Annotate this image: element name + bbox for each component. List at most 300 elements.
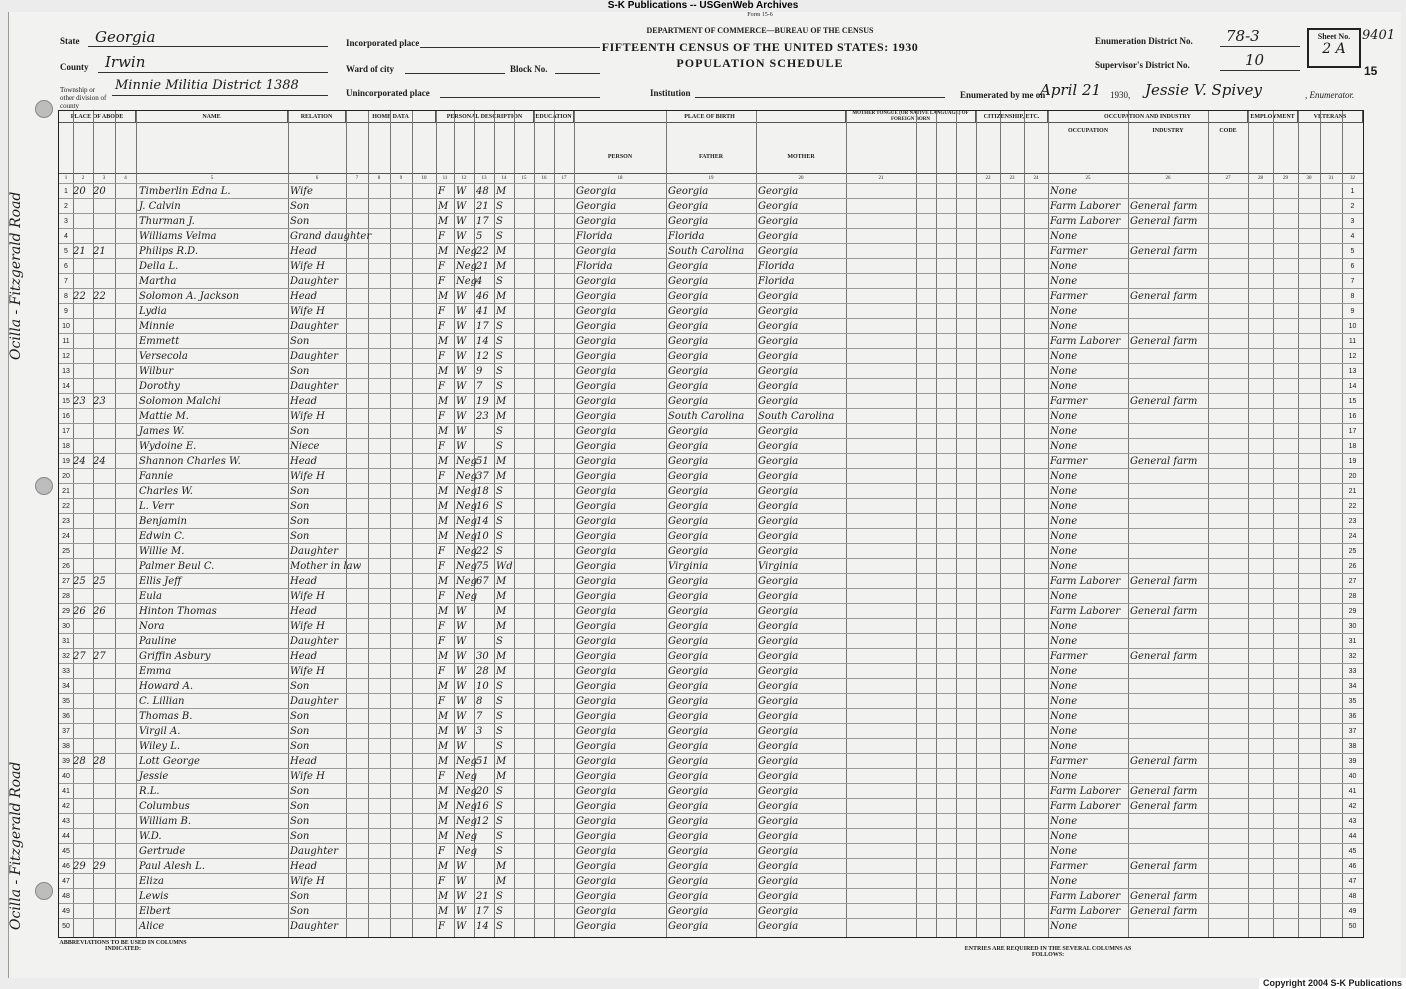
cell-pob: Georgia: [576, 366, 617, 377]
row-number: 42: [62, 803, 70, 810]
cell-name: Emma: [139, 666, 172, 677]
cell-pm: Georgia: [758, 846, 799, 857]
cell-pob: Florida: [576, 231, 613, 242]
cell-pm: Florida: [758, 261, 795, 272]
cell-name: Palmer Beul C.: [139, 561, 215, 572]
county-value: Irwin: [105, 53, 146, 71]
sheet-stamp: 15: [1364, 64, 1378, 78]
cell-dw: [73, 634, 93, 649]
cell-ms: S: [496, 426, 503, 437]
cell-age: 14: [476, 516, 489, 527]
cell-pm: Georgia: [758, 891, 799, 902]
cell-pob: Georgia: [576, 351, 617, 362]
cell-sex: M: [438, 741, 449, 752]
cell-age: 10: [476, 531, 489, 542]
cell-dw: [73, 784, 93, 799]
cell-race: Neg: [456, 846, 478, 857]
cell-age: 14: [476, 336, 489, 347]
cell-race: W: [456, 366, 467, 377]
cell-dw: [73, 829, 93, 844]
cell-pob: Georgia: [576, 636, 617, 647]
row-number: 1: [64, 188, 68, 195]
row-number-right: 3: [1350, 218, 1355, 225]
cell-fam: [93, 364, 115, 379]
cell-race: W: [456, 711, 467, 722]
cell-dw: [73, 514, 93, 529]
cell-pob: Georgia: [576, 681, 617, 692]
cell-race: Neg: [456, 576, 478, 587]
cell-pob: Georgia: [576, 786, 617, 797]
cell-ms: S: [496, 711, 503, 722]
cell-ms: M: [496, 861, 507, 872]
cell-pm: Georgia: [758, 741, 799, 752]
cell-sex: M: [438, 651, 449, 662]
supervisor-district-label: Supervisor's District No.: [1095, 60, 1190, 70]
cell-age: 37: [476, 471, 489, 482]
cell-dw: [73, 199, 93, 214]
cell-name: Mattie M.: [139, 411, 189, 422]
cell-age: [476, 424, 494, 439]
cell-rel: Daughter: [290, 921, 338, 932]
cell-pm: Georgia: [758, 426, 799, 437]
cell-race: W: [456, 651, 467, 662]
row-number: 40: [62, 773, 70, 780]
cell-ind: [1130, 769, 1208, 784]
cell-sex: F: [438, 921, 445, 932]
cell-name: Griffin Asbury: [139, 651, 211, 662]
row-number: 16: [62, 413, 70, 420]
row-number: 45: [62, 848, 70, 855]
cell-pf: South Carolina: [668, 246, 745, 257]
cell-ind: General farm: [1130, 396, 1198, 407]
cell-dw: [73, 619, 93, 634]
cell-fam: [93, 844, 115, 859]
row-number: 15: [62, 398, 70, 405]
cell-ms: S: [496, 381, 503, 392]
cell-pob: Georgia: [576, 381, 617, 392]
cell-occ: None: [1050, 516, 1078, 527]
cell-ms: S: [496, 741, 503, 752]
cell-ind: [1130, 364, 1208, 379]
cell-name: Emmett: [139, 336, 180, 347]
cell-race: W: [456, 636, 467, 647]
table-row: [59, 888, 1363, 903]
row-number-right: 16: [1348, 413, 1357, 420]
cell-ms: S: [496, 231, 503, 242]
cell-age: 14: [476, 921, 489, 932]
row-number-right: 48: [1348, 893, 1357, 900]
cell-fam: [93, 514, 115, 529]
cell-name: Eula: [139, 591, 162, 602]
cell-sex: M: [438, 216, 449, 227]
table-row: [59, 573, 1363, 588]
cell-pm: Georgia: [758, 516, 799, 527]
colhead-industry: INDUSTRY: [1152, 128, 1184, 134]
cell-pm: Georgia: [758, 306, 799, 317]
table-row: [59, 318, 1363, 333]
cell-occ: None: [1050, 411, 1078, 422]
cell-age: 28: [476, 666, 489, 677]
cell-dw: [73, 529, 93, 544]
cell-name: Solomon A. Jackson: [139, 291, 240, 302]
cell-occ: None: [1050, 186, 1078, 197]
cell-pob: Georgia: [576, 516, 617, 527]
cell-pob: Georgia: [576, 831, 617, 842]
cell-fam: [93, 259, 115, 274]
cell-occ: None: [1050, 426, 1078, 437]
cell-pob: Georgia: [576, 531, 617, 542]
cell-age: 51: [476, 756, 489, 767]
cell-ind: [1130, 349, 1208, 364]
cell-name: Jessie: [139, 771, 169, 782]
cell-occ: None: [1050, 921, 1078, 932]
row-number: 26: [62, 563, 70, 570]
table-row: [59, 363, 1363, 378]
cell-pm: Georgia: [758, 186, 799, 197]
cell-sex: M: [438, 816, 449, 827]
cell-fam: 27: [93, 651, 106, 662]
cell-pob: Georgia: [576, 576, 617, 587]
cell-pob: Georgia: [576, 921, 617, 932]
cell-dw: [73, 814, 93, 829]
row-number-right: 47: [1348, 878, 1357, 885]
cell-ms: M: [496, 306, 507, 317]
cell-name: Solomon Malchi: [139, 396, 221, 407]
cell-rel: Son: [290, 891, 310, 902]
cell-dw: 28: [73, 756, 86, 767]
cell-rel: Wife H: [290, 411, 325, 422]
cell-ind: [1130, 259, 1208, 274]
cell-rel: Head: [290, 456, 318, 467]
cell-rel: Daughter: [290, 321, 338, 332]
cell-rel: Son: [290, 681, 310, 692]
cell-ind: General farm: [1130, 786, 1198, 797]
table-row: [59, 648, 1363, 663]
cell-ms: S: [496, 546, 503, 557]
cell-ms: S: [496, 216, 503, 227]
abbreviations-heading: ABBREVIATIONS TO BE USED IN COLUMNS INDICATED:: [59, 940, 187, 952]
cell-fam: [93, 424, 115, 439]
row-number-right: 9: [1350, 308, 1355, 315]
cell-pf: Georgia: [668, 261, 709, 272]
row-number: 47: [62, 878, 70, 885]
cell-race: W: [456, 906, 467, 917]
enumeration-district-label: Enumeration District No.: [1095, 36, 1193, 46]
cell-age: 21: [476, 261, 489, 272]
cell-ind: General farm: [1130, 906, 1198, 917]
cell-ind: General farm: [1130, 606, 1198, 617]
cell-name: Versecola: [139, 351, 188, 362]
cell-fam: [93, 634, 115, 649]
cell-name: William B.: [139, 816, 192, 827]
table-row: [59, 588, 1363, 603]
cell-sex: M: [438, 246, 449, 257]
row-number: 43: [62, 818, 70, 825]
group-occupation-industry: OCCUPATION AND INDUSTRY: [1048, 111, 1248, 123]
cell-ms: S: [496, 321, 503, 332]
cell-name: Thomas B.: [139, 711, 193, 722]
table-row: [59, 813, 1363, 828]
row-number-right: 36: [1348, 713, 1357, 720]
cell-pm: Georgia: [758, 906, 799, 917]
cell-pob: Georgia: [576, 906, 617, 917]
cell-age: 21: [476, 201, 489, 212]
cell-fam: 28: [93, 756, 106, 767]
cell-name: Martha: [139, 276, 177, 287]
cell-race: W: [456, 741, 467, 752]
cell-pm: Georgia: [758, 396, 799, 407]
cell-pob: Georgia: [576, 486, 617, 497]
cell-ms: M: [496, 186, 507, 197]
cell-pf: Georgia: [668, 306, 709, 317]
cell-age: 41: [476, 306, 489, 317]
cell-ms: M: [496, 771, 507, 782]
cell-rel: Head: [290, 246, 318, 257]
cell-occ: None: [1050, 546, 1078, 557]
cell-fam: 24: [93, 456, 106, 467]
cell-age: 8: [476, 696, 483, 707]
cell-dw: 20: [73, 186, 86, 197]
cell-race: W: [456, 426, 467, 437]
cell-race: Neg: [456, 486, 478, 497]
incorporated-label: Incorporated place: [346, 38, 420, 48]
cell-pob: Georgia: [576, 876, 617, 887]
cell-rel: Head: [290, 396, 318, 407]
row-number-right: 24: [1348, 533, 1357, 540]
cell-fam: 25: [93, 576, 106, 587]
cell-pf: Georgia: [668, 636, 709, 647]
row-number: 32: [62, 653, 70, 660]
cell-age: 3: [476, 726, 483, 737]
cell-dw: [73, 904, 93, 919]
cell-pf: Georgia: [668, 531, 709, 542]
cell-pm: Georgia: [758, 201, 799, 212]
cell-dw: [73, 889, 93, 904]
row-number: 34: [62, 683, 70, 690]
cell-occ: Farm Laborer: [1050, 906, 1121, 917]
cell-ms: M: [496, 456, 507, 467]
cell-sex: F: [438, 441, 445, 452]
cell-name: Pauline: [139, 636, 177, 647]
cell-race: W: [456, 921, 467, 932]
enumeration-district-value: 78-3: [1226, 27, 1260, 45]
cell-ms: S: [496, 501, 503, 512]
table-row: [59, 723, 1363, 738]
row-number-right: 33: [1348, 668, 1357, 675]
table-row: [59, 768, 1363, 783]
cell-occ: Farmer: [1050, 861, 1088, 872]
cell-ind: [1130, 484, 1208, 499]
cell-occ: None: [1050, 306, 1078, 317]
cell-ind: General farm: [1130, 201, 1198, 212]
cell-rel: Daughter: [290, 351, 338, 362]
row-number: 27: [62, 578, 70, 585]
cell-sex: F: [438, 636, 445, 647]
group-relation: RELATION: [288, 111, 346, 123]
cell-sex: M: [438, 681, 449, 692]
state-label: State: [60, 36, 80, 46]
cell-sex: M: [438, 756, 449, 767]
cell-pm: Georgia: [758, 471, 799, 482]
cell-pm: Georgia: [758, 486, 799, 497]
township-label: Township or other division of county: [60, 86, 107, 110]
cell-fam: [93, 214, 115, 229]
cell-pm: Georgia: [758, 696, 799, 707]
cell-pm: Georgia: [758, 606, 799, 617]
cell-dw: [73, 259, 93, 274]
row-number-right: 29: [1348, 608, 1357, 615]
binder-hole: [35, 477, 53, 495]
cell-name: L. Verr: [139, 501, 174, 512]
cell-pm: Georgia: [758, 291, 799, 302]
table-row: [59, 258, 1363, 273]
row-number-right: 37: [1348, 728, 1357, 735]
table-row: [59, 903, 1363, 918]
table-row: [59, 678, 1363, 693]
cell-fam: [93, 439, 115, 454]
table-row: [59, 393, 1363, 408]
cell-sex: F: [438, 591, 445, 602]
cell-dw: [73, 724, 93, 739]
cell-race: Neg: [456, 831, 478, 842]
cell-race: Neg: [456, 516, 478, 527]
cell-ms: S: [496, 351, 503, 362]
cell-fam: [93, 829, 115, 844]
table-row: [59, 693, 1363, 708]
row-number: 38: [62, 743, 70, 750]
table-row: [59, 633, 1363, 648]
cell-ind: [1130, 424, 1208, 439]
cell-sex: F: [438, 231, 445, 242]
cell-race: W: [456, 336, 467, 347]
cell-dw: [73, 739, 93, 754]
cell-name: Thurman J.: [139, 216, 195, 227]
cell-ms: M: [496, 666, 507, 677]
cell-pob: Georgia: [576, 771, 617, 782]
cell-name: Nora: [139, 621, 165, 632]
row-number: 41: [62, 788, 70, 795]
cell-ms: S: [496, 366, 503, 377]
cell-ind: General farm: [1130, 576, 1198, 587]
cell-ms: S: [496, 486, 503, 497]
cell-age: [476, 829, 494, 844]
row-number: 28: [62, 593, 70, 600]
cell-fam: [93, 799, 115, 814]
cell-name: Philips R.D.: [139, 246, 199, 257]
table-row: [59, 303, 1363, 318]
cell-name: Wilbur: [139, 366, 174, 377]
cell-age: [476, 619, 494, 634]
cell-name: Timberlin Edna L.: [139, 186, 231, 197]
cell-fam: [93, 544, 115, 559]
cell-race: W: [456, 291, 467, 302]
cell-pm: Georgia: [758, 816, 799, 827]
cell-occ: None: [1050, 816, 1078, 827]
row-number: 22: [62, 503, 70, 510]
cell-rel: Son: [290, 426, 310, 437]
cell-race: W: [456, 876, 467, 887]
row-number-right: 34: [1348, 683, 1357, 690]
cell-fam: [93, 589, 115, 604]
cell-sex: M: [438, 606, 449, 617]
cell-pf: Georgia: [668, 276, 709, 287]
cell-dw: [73, 499, 93, 514]
cell-sex: F: [438, 666, 445, 677]
cell-dw: [73, 364, 93, 379]
cell-ind: [1130, 679, 1208, 694]
cell-sex: M: [438, 711, 449, 722]
group-home-data: HOME DATA: [346, 111, 436, 123]
cell-age: [476, 739, 494, 754]
cell-pf: Georgia: [668, 366, 709, 377]
table-row: [59, 528, 1363, 543]
cell-ind: [1130, 469, 1208, 484]
unincorporated-label: Unincorporated place: [346, 88, 430, 98]
cell-ms: S: [496, 891, 503, 902]
cell-occ: None: [1050, 681, 1078, 692]
cell-race: Neg: [456, 801, 478, 812]
row-number: 23: [62, 518, 70, 525]
cell-rel: Son: [290, 726, 310, 737]
cell-ind: General farm: [1130, 651, 1198, 662]
cell-occ: Farm Laborer: [1050, 576, 1121, 587]
cell-pob: Georgia: [576, 846, 617, 857]
row-number-right: 40: [1348, 773, 1357, 780]
cell-pm: Georgia: [758, 231, 799, 242]
cell-pob: Florida: [576, 261, 613, 272]
cell-pf: Georgia: [668, 816, 709, 827]
cell-name: Gertrude: [139, 846, 186, 857]
cell-occ: Farmer: [1050, 456, 1088, 467]
table-row: [59, 858, 1363, 873]
row-number: 13: [62, 368, 70, 375]
cell-name: Wydoine E.: [139, 441, 197, 452]
cell-fam: [93, 724, 115, 739]
cell-pf: Georgia: [668, 441, 709, 452]
cell-sex: M: [438, 516, 449, 527]
cell-fam: [93, 199, 115, 214]
cell-fam: [93, 619, 115, 634]
corner-number: 9401: [1362, 28, 1396, 43]
cell-name: Hinton Thomas: [139, 606, 217, 617]
cell-fam: 23: [93, 396, 106, 407]
cell-race: W: [456, 441, 467, 452]
cell-race: Neg: [456, 471, 478, 482]
cell-pm: Georgia: [758, 711, 799, 722]
cell-ind: [1130, 304, 1208, 319]
cell-ms: M: [496, 621, 507, 632]
cell-pm: Georgia: [758, 651, 799, 662]
cell-pf: Virginia: [668, 561, 709, 572]
cell-ms: M: [496, 471, 507, 482]
row-number-right: 19: [1348, 458, 1357, 465]
cell-pob: Georgia: [576, 186, 617, 197]
cell-age: 17: [476, 321, 489, 332]
census-title: FIFTEENTH CENSUS OF THE UNITED STATES: 1930: [601, 40, 919, 54]
table-row: [59, 213, 1363, 228]
cell-sex: F: [438, 621, 445, 632]
cell-dw: [73, 469, 93, 484]
cell-pob: Georgia: [576, 546, 617, 557]
cell-fam: [93, 874, 115, 889]
cell-dw: 22: [73, 291, 86, 302]
table-row: [59, 558, 1363, 573]
table-row: [59, 708, 1363, 723]
cell-dw: 21: [73, 246, 86, 257]
cell-race: W: [456, 681, 467, 692]
cell-dw: [73, 544, 93, 559]
cell-pm: Georgia: [758, 351, 799, 362]
